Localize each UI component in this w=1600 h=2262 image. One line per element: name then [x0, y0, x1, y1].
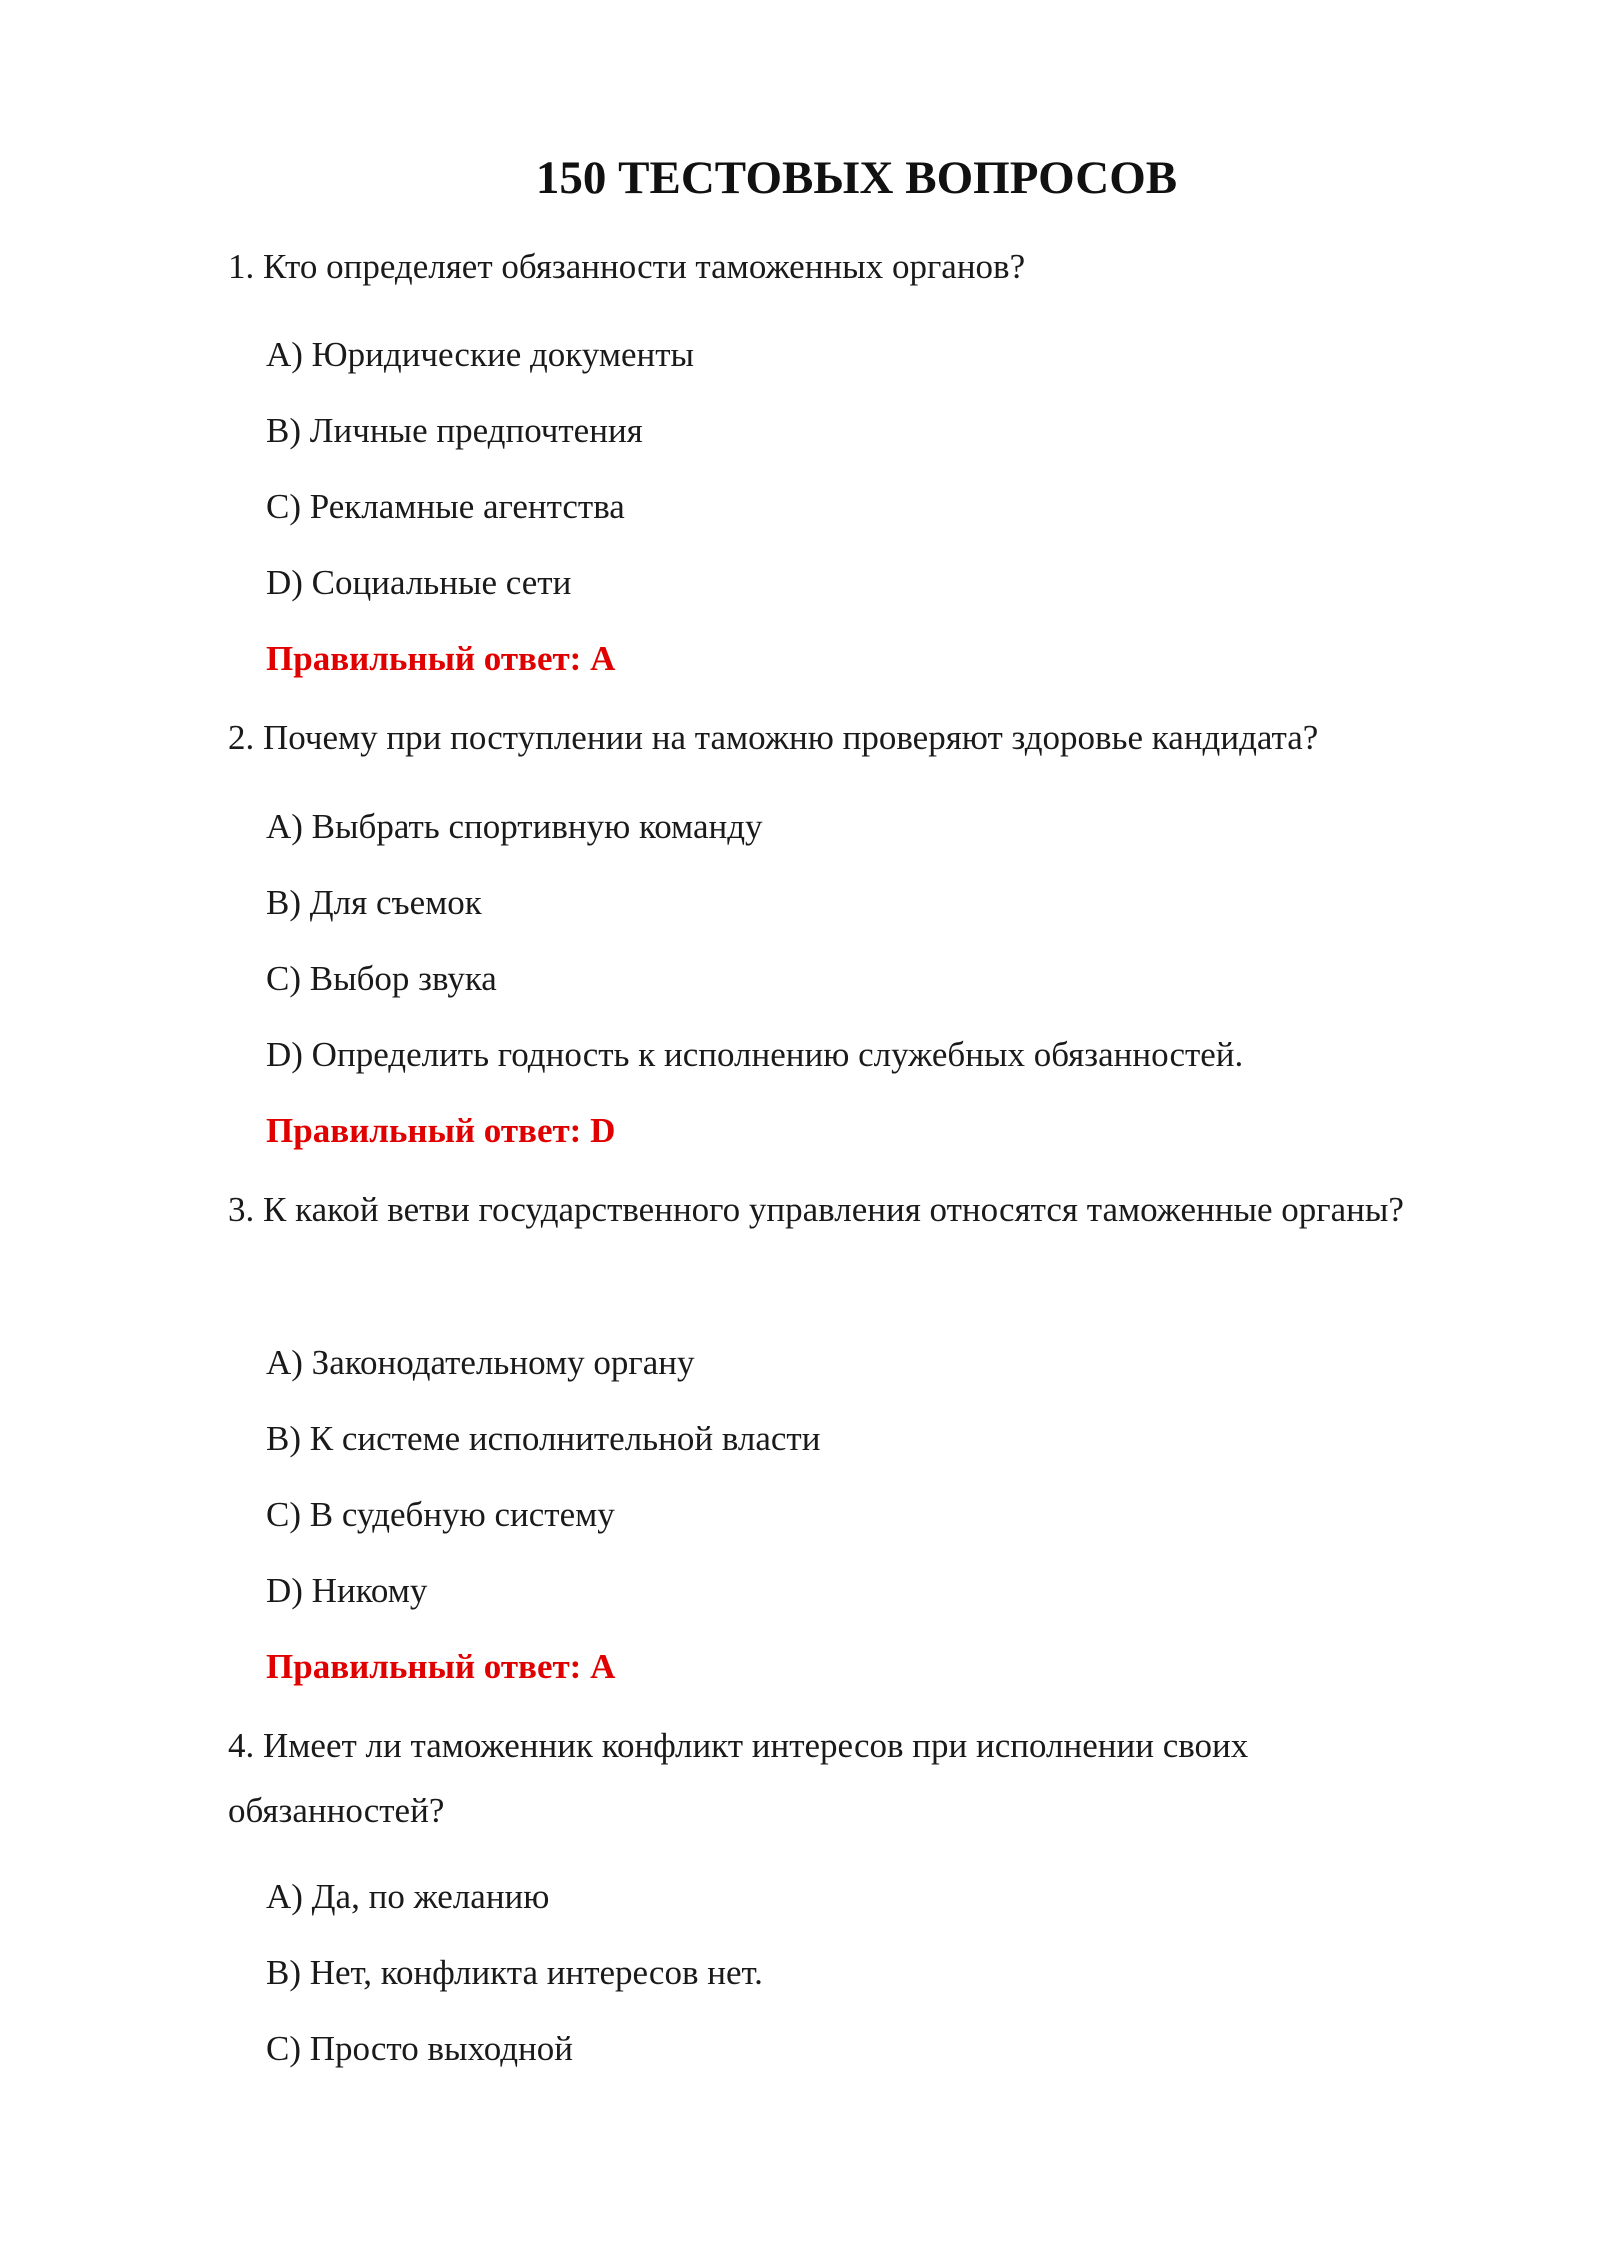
- question-2-option-d: D) Определить годность к исполнению служебных обязанностей.: [266, 1035, 1244, 1074]
- question-4-option-c: C) Просто выходной: [266, 2029, 573, 2068]
- question-1-option-c: C) Рекламные агентства: [266, 487, 625, 526]
- question-1-option-a: A) Юридические документы: [266, 335, 695, 374]
- question-4-option-b: B) Нет, конфликта интересов нет.: [266, 1953, 763, 1992]
- question-4-text: 4. Имеет ли таможенник конфликт интересов при исполнении своих обязанностей?: [228, 1726, 1249, 1830]
- question-3-option-b: B) К системе исполнительной власти: [266, 1419, 821, 1458]
- question-2-option-c: C) Выбор звука: [266, 959, 497, 998]
- page-title: 150 ТЕСТОВЫХ ВОПРОСОВ: [535, 152, 1178, 204]
- question-3-option-c: C) В судебную систему: [266, 1495, 615, 1534]
- question-1-option-b: B) Личные предпочтения: [266, 411, 643, 450]
- question-1-option-d: D) Социальные сети: [266, 563, 572, 602]
- question-3-option-d: D) Никому: [266, 1571, 428, 1610]
- question-2-answer: Правильный ответ: D: [266, 1111, 616, 1150]
- question-3-answer: Правильный ответ: A: [266, 1647, 616, 1686]
- question-1-text: 1. Кто определяет обязанности таможенных органов?: [228, 247, 1026, 286]
- question-2-text: 2. Почему при поступлении на таможню проверяют здоровье кандидата?: [228, 718, 1319, 757]
- question-3-text: 3. К какой ветви государственного управления относятся таможенные органы?: [228, 1190, 1404, 1229]
- question-2-option-a: A) Выбрать спортивную команду: [266, 807, 763, 846]
- question-3-option-a: A) Законодательному органу: [266, 1343, 695, 1382]
- question-4-option-a: A) Да, по желанию: [266, 1877, 550, 1916]
- question-2-option-b: B) Для съемок: [266, 883, 482, 922]
- question-1-answer: Правильный ответ: A: [266, 639, 616, 678]
